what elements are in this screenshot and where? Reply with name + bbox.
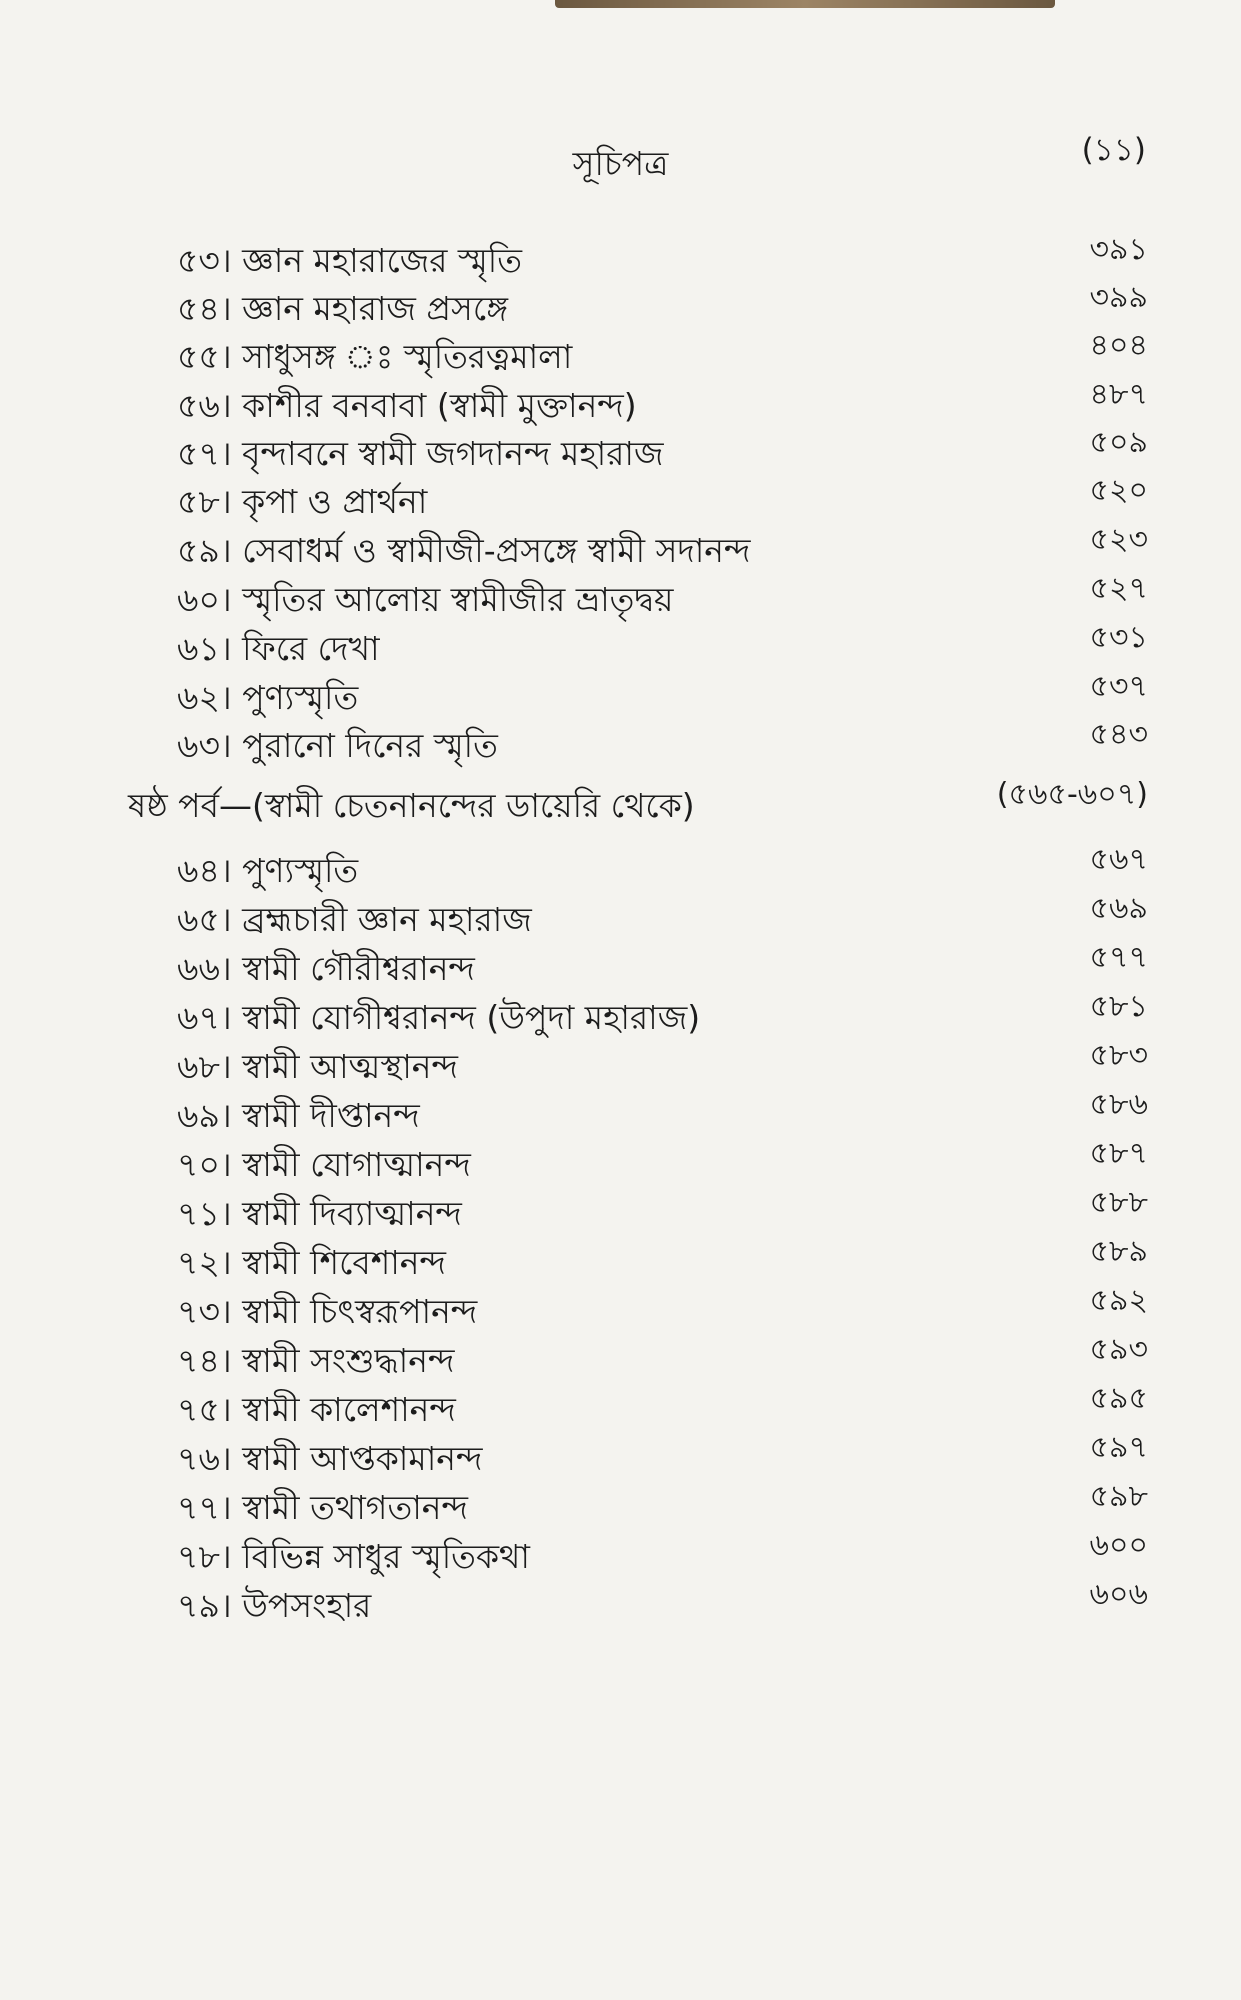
toc-entry [0,473,1241,524]
toc-entry-title: ৭২। স্বামী শিবেশানন্দ [177,1243,446,1282]
toc-entry-title: ৭৩। স্বামী চিৎস্বরূপানন্দ [177,1292,478,1331]
toc-entry-page: ৫৩৭ [1089,669,1148,704]
section-title: ষষ্ঠ পর্ব—(স্বামী চেতনানন্দের ডায়েরি থেকে) [128,786,695,825]
toc-entry-page: ৫৯৭ [1089,1430,1148,1465]
page-number: (১১) [1081,132,1146,168]
toc-entry [0,1136,1241,1187]
section-page-range: (৫৬৫-৬০৭) [996,777,1148,812]
toc-entry-page: ৫২০ [1089,473,1148,508]
toc-entry [0,425,1241,476]
toc-entry-title: ৬২। পুণ্যস্মৃতি [177,678,359,717]
toc-entry [0,571,1241,622]
toc-entry-title: ৬৯। স্বামী দীপ্তানন্দ [177,1096,420,1135]
toc-entry-page: ৫০৯ [1089,425,1148,460]
toc-entry-page: ৬০০ [1089,1528,1148,1563]
toc-entry-title: ৬১। ফিরে দেখা [177,629,380,668]
toc-entry-title: ৬৬। স্বামী গৌরীশ্বরানন্দ [177,949,475,988]
toc-entry-page: ৫৮৩ [1089,1038,1148,1073]
toc-entry-page: ৫২৭ [1089,571,1148,606]
toc-entry-title: ৬৮। স্বামী আত্মস্থানন্দ [177,1047,458,1086]
toc-entry-page: ৫২৩ [1089,522,1148,557]
toc-entry [0,522,1241,573]
toc-entry [0,328,1241,379]
toc-entry-title: ৭৭। স্বামী তথাগতানন্দ [177,1488,468,1527]
toc-entry [0,891,1241,942]
toc-entry-page: ৪৮৭ [1089,377,1148,412]
toc-entry [0,620,1241,671]
toc-entry [0,1087,1241,1138]
toc-entry-title: ৫৭। বৃন্দাবনে স্বামী জগদানন্দ মহারাজ [177,434,664,473]
toc-entry-title: ৫৯। সেবাধর্ম ও স্বামীজী-প্রসঙ্গে স্বামী সদানন্দ [177,531,751,570]
toc-entry [0,989,1241,1040]
toc-entry [0,1332,1241,1383]
toc-entry-page: ৫৯৩ [1089,1332,1148,1367]
toc-entry-page: ৪০৪ [1089,328,1148,363]
toc-entry-page: ৫৮১ [1089,989,1148,1024]
toc-entry-title: ৬৪। পুণ্যস্মৃতি [177,851,359,890]
toc-entry-page: ৫৮৮ [1089,1185,1148,1220]
toc-entry-title: ৭৬। স্বামী আপ্তকামানন্দ [177,1439,483,1478]
toc-entry [0,232,1241,283]
toc-entry [0,1234,1241,1285]
toc-entry [0,1038,1241,1089]
toc-section-heading [0,777,1241,828]
toc-entry-page: ৫৬৯ [1089,891,1148,926]
toc-entry [0,1430,1241,1481]
toc-entry-page: ৩৯৯ [1089,280,1148,315]
toc-entry [0,669,1241,720]
toc-entry-title: ৭৫। স্বামী কালেশানন্দ [177,1390,456,1429]
toc-entry-page: ৫৪৩ [1089,717,1148,752]
toc-entry-page: ৫৮৭ [1089,1136,1148,1171]
toc-entry-title: ৭৮। বিভিন্ন সাধুর স্মৃতিকথা [177,1537,530,1576]
toc-entry-title: ৫৪। জ্ঞান মহারাজ প্রসঙ্গে [177,289,509,328]
toc-entry-title: ৭০। স্বামী যোগাত্মানন্দ [177,1145,471,1184]
toc-entry-page: ৩৯১ [1089,232,1148,267]
toc-entry-title: ৬৫। ব্রহ্মচারী জ্ঞান মহারাজ [177,900,532,939]
toc-entry-page: ৫৮৯ [1089,1234,1148,1269]
toc-entry-page: ৫৯৮ [1089,1479,1148,1514]
toc-entry-page: ৬০৬ [1089,1577,1148,1612]
toc-entry [0,1577,1241,1628]
toc-entry [0,1528,1241,1579]
toc-entry-page: ৫৯৫ [1089,1381,1148,1416]
toc-entry-title: ৬৭। স্বামী যোগীশ্বরানন্দ (উপুদা মহারাজ) [177,998,701,1037]
toc-entry [0,1185,1241,1236]
toc-entry [0,280,1241,331]
toc-entry-page: ৫৩১ [1089,620,1148,655]
toc-entry-title: ৫৩। জ্ঞান মহারাজের স্মৃতি [177,241,522,280]
toc-entry [0,717,1241,768]
toc-entry [0,377,1241,428]
toc-entry [0,1479,1241,1530]
toc-entry-title: ৭৯। উপসংহার [177,1586,372,1625]
toc-entry [0,940,1241,991]
toc-entry-page: ৫৬৭ [1089,842,1148,877]
toc-entry [0,1381,1241,1432]
toc-entry-title: ৭৪। স্বামী সংশুদ্ধানন্দ [177,1341,455,1380]
toc-entry-title: ৬৩। পুরানো দিনের স্মৃতি [177,726,498,765]
toc-entry-title: ৫৬। কাশীর বনবাবা (স্বামী মুক্তানন্দ) [177,386,637,425]
page-title: সূচিপত্র [572,144,669,183]
toc-entry-page: ৫৯২ [1089,1283,1148,1318]
toc-entry-title: ৭১। স্বামী দিব্যাত্মানন্দ [177,1194,462,1233]
toc-entry-page: ৫৮৬ [1089,1087,1148,1122]
toc-entry-title: ৬০। স্মৃতির আলোয় স্বামীজীর ভ্রাতৃদ্বয় [177,580,674,619]
toc-entry-title: ৫৮। কৃপা ও প্রার্থনা [177,482,428,521]
toc-entry-title: ৫৫। সাধুসঙ্গ ঃ স্মৃতিরত্নমালা [177,337,573,376]
toc-entry [0,1283,1241,1334]
toc-entry-page: ৫৭৭ [1089,940,1148,975]
page-edge-strip [555,0,1055,8]
toc-entry [0,842,1241,893]
